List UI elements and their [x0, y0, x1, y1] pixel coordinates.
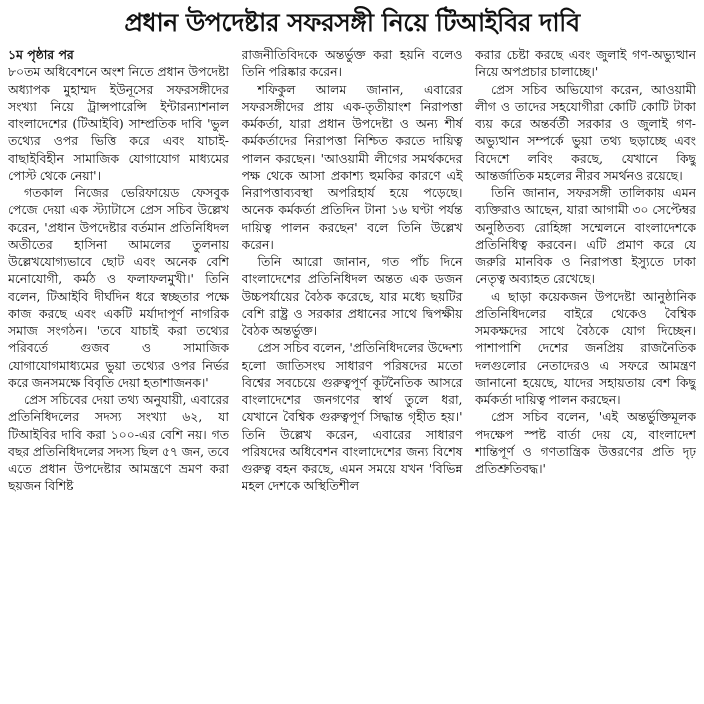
article-columns — [8, 46, 696, 698]
column-3 — [475, 46, 696, 698]
paragraph: তিনি আরো জানান, গত পাঁচ দিনে বাংলাদেশের প্রতিনিধিদল অন্তত এক ডজন উচ্চপর্যায়ের বৈঠক করেছে, যার মধ্যে ছয়টির বেশি রাষ্ট্র ও সরকার প্রধানের সাথে দ্বিপক্ষীয় বৈঠক অন্তর্ভুক্ত। — [241, 254, 463, 338]
paragraph: প্রেস সচিব বলেন, 'এই অন্তর্ভুক্তিমূলক পদক্ষেপ স্পষ্ট বার্তা দেয় যে, বাংলাদেশ শান্তিপূর্ণ ও গণতান্ত্রিক উত্তরণের প্রতি দৃঢ় প্রতিশ্রুতিবদ্ধ।' — [475, 409, 696, 476]
paragraph: প্রেস সচিবের দেয়া তথ্য অনুযায়ী, এবারের প্রতিনিধিদলের সদস্য সংখ্যা ৬২, যা টিআইবির দাবি করা ১০০-এর বেশি নয়। গত বছর প্রতিনিধিদলের সদস্য ছিল ৫৭ জন, তবে এতে প্রধান উপদেষ্টার আমন্ত্রণে ভ্রমণ করা ছয়জন বিশিষ্ট — [8, 392, 229, 494]
headline: প্রধান উপদেষ্টার সফরসঙ্গী নিয়ে টিআইবির দাবি — [124, 8, 580, 37]
column-2 — [242, 46, 463, 698]
paragraph: প্রেস সচিব বলেন, 'প্রতিনিধিদলের উদ্দেশ্য হলো জাতিসংঘ সাধারণ পরিষদের মতো বিশ্বের সবচেয়ে গুরুত্বপূর্ণ কূটনৈতিক আসরে বাংলাদেশের জনগণের স্বার্থ তুলে ধরা, যেখানে বৈশ্বিক গুরুত্বপূর্ণ সিদ্ধান্ত গৃহীত হয়।' তিনি উল্লেখ করেন, এবারের সাধারণ পরিষদের অধিবেশন বাংলাদেশের জন্য বিশেষ গুরুত্ব বহন করছে, এমন সময়ে যখন 'বিভিন্ন মহল দেশকে অস্থিতিশীল — [241, 340, 463, 494]
continued-from-page-one: ১ম পৃষ্ঠার পর — [8, 47, 74, 62]
paragraph: গতকাল নিজের ভেরিফায়েড ফেসবুক পেজে দেয়া এক স্ট্যাটাসে প্রেস সচিব উল্লেখ করেন, 'প্রধান উপদেষ্টার বর্তমান প্রতিনিধিদল অতীতের হাসিনা আমলের তুলনায় উল্লেখযোগ্যভাবে ছোট এবং অনেক বেশি মনোযোগী, কর্মঠ ও ফলাফলমুখী।' তিনি বলেন, টিআইবি দীর্ঘদিন ধরে স্বচ্ছতার পক্ষে কাজ করছে এবং একটি মর্যাদাপূর্ণ নাগরিক সমাজ সংগঠন। 'তবে যাচাই করা তথ্যের পরিবর্তে গুজব ও সামাজিক যোগাযোগমাধ্যমের ভুয়া তথ্যের ওপর নির্ভর করে জনসমক্ষে বিবৃতি দেয়া হতাশাজনক।' — [8, 185, 229, 390]
paragraph: এ ছাড়া কয়েকজন উপদেষ্টা আনুষ্ঠানিক প্রতিনিধিদলের বাইরে থেকেও বৈশ্বিক সমকক্ষদের সাথে বৈঠকে যোগ দিচ্ছেন। পাশাপাশি দেশের জনপ্রিয় রাজনৈতিক দলগুলোর নেতাদেরও এ সফরে আমন্ত্রণ জানানো হয়েছে, যাদের সহায়তায় বেশ কিছু কর্মকর্তা দায়িত্ব পালন করছেন। — [475, 288, 696, 407]
paragraph: ৮০তম অধিবেশনে অংশ নিতে প্রধান উপদেষ্টা অধ্যাপক মুহাম্মদ ইউনূসের সফরসঙ্গীদের সংখ্যা নিয়ে ট্রান্সপারেন্সি ইন্টারন্যাশনাল বাংলাদেশের (টিআইবি) সাম্প্রতিক দাবি 'ভুল তথ্যের ওপর ভিত্তি করে এবং যাচাই-বাছাইবিহীন সামাজিক যোগাযোগ মাধ্যমের পোস্ট থেকে নেয়া'। — [8, 64, 229, 183]
paragraph: রাজনীতিবিদকে অন্তর্ভুক্ত করা হয়নি বলেও তিনি পরিষ্কার করেন। — [241, 47, 463, 80]
paragraph: শফিকুল আলম জানান, এবারের সফরসঙ্গীদের প্রায় এক-তৃতীয়াংশ নিরাপত্তা কর্মকর্তা, যারা প্রধান উপদেষ্টা ও অন্য শীর্ষ কর্মকর্তাদের নিরাপত্তা নিশ্চিত করতে দায়িত্ব পালন করছেন। 'আওয়ামী লীগের সমর্থকদের পক্ষ থেকে আসা প্রকাশ্য হুমকির কারণে এই নিরাপত্তাব্যবস্থা অপরিহার্য হয়ে পড়েছে। অনেক কর্মকর্তা প্রতিদিন টানা ১৬ ঘণ্টা পর্যন্ত দায়িত্ব পালন করছেন' বলে তিনি উল্লেখ করেন। — [241, 81, 463, 252]
paragraph: তিনি জানান, সফরসঙ্গী তালিকায় এমন ব্যক্তিরাও আছেন, যারা আগামী ৩০ সেপ্টেম্বর অনুষ্ঠিতব্য রোহিঙ্গা সম্মেলনে বাংলাদেশকে প্রতিনিধিত্ব করবেন। এটি প্রমাণ করে যে জরুরি মানবিক ও নিরাপত্তা ইস্যুতে ঢাকা নেতৃত্ব অব্যাহত রেখেছে। — [475, 185, 696, 287]
paragraph: করার চেষ্টা করছে এবং জুলাই গণ-অভ্যুত্থান নিয়ে অপপ্রচার চালাচ্ছে।' — [475, 47, 696, 80]
column-1 — [8, 46, 229, 698]
paragraph: প্রেস সচিব অভিযোগ করেন, আওয়ামী লীগ ও তাদের সহযোগীরা কোটি কোটি টাকা ব্যয় করে অন্তর্বর্তী সরকার ও জুলাই গণ-অভ্যুত্থান সম্পর্কে ভুয়া তথ্য ছড়াচ্ছে এবং বিদেশে লবিং করছে, যেখানে কিছু আন্তর্জাতিক মহলের নীরব সমর্থনও রয়েছে। — [475, 81, 696, 183]
